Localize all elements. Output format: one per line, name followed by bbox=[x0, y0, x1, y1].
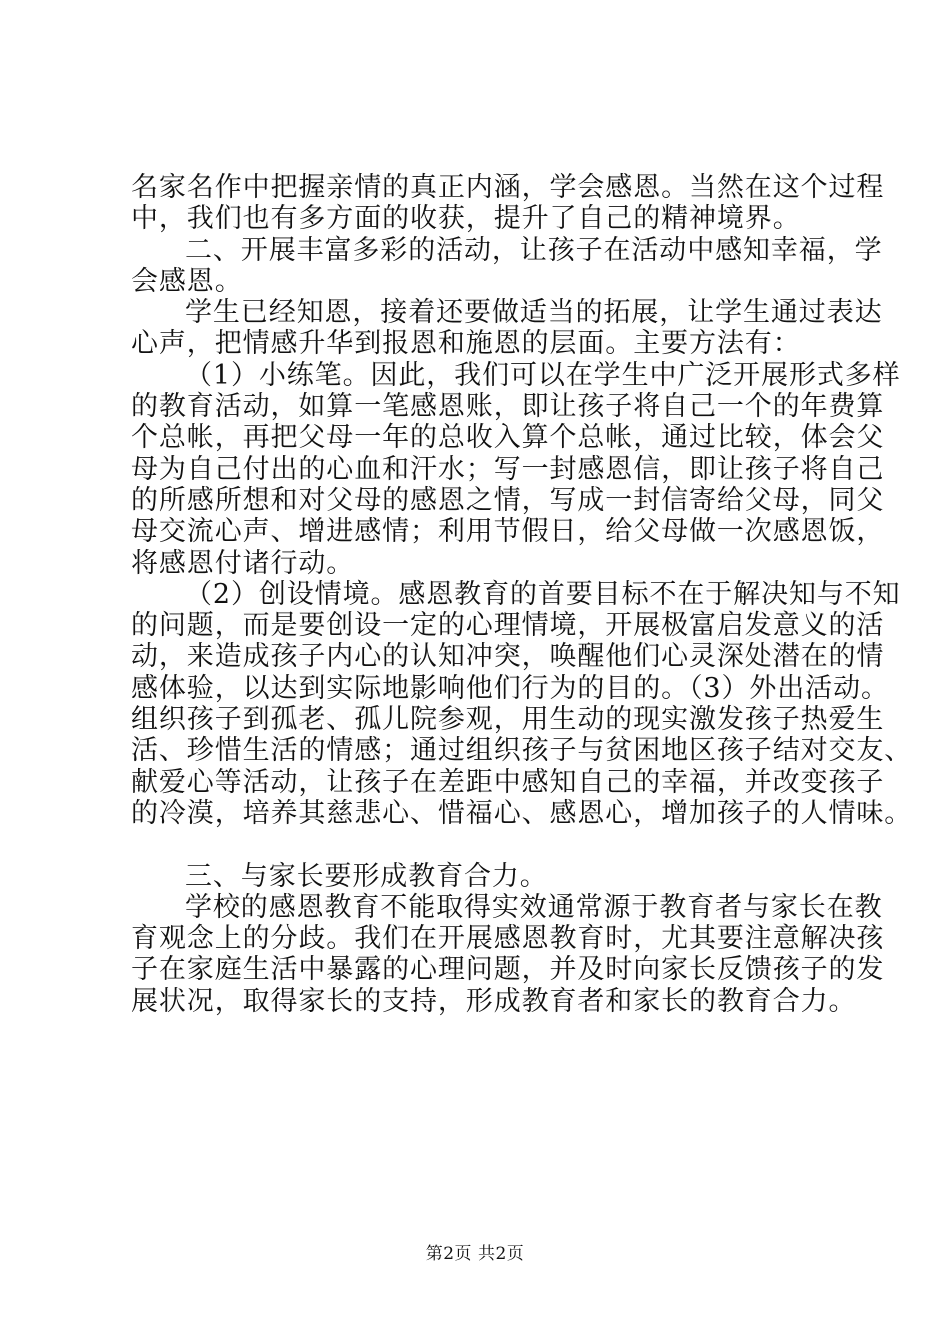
text-line: 的冷漠，培养其慈悲心、惜福心、感恩心，增加孩子的人情味。 bbox=[131, 797, 913, 829]
text-line: 中，我们也有多方面的收获，提升了自己的精神境界。 bbox=[131, 203, 801, 235]
text-line: 的问题，而是要创设一定的心理情境，开展极富启发意义的活 bbox=[131, 610, 885, 642]
paragraph-family bbox=[131, 891, 885, 1017]
text-line: 个总帐，再把父母一年的总收入算个总帐，通过比较，体会父 bbox=[131, 422, 885, 454]
paragraph-spacer bbox=[131, 829, 843, 860]
text-line: 学生已经知恩，接着还要做适当的拓展，让学生通过表达 bbox=[185, 297, 883, 329]
paragraph-item-2 bbox=[131, 578, 913, 829]
text-line: 子在家庭生活中暴露的心理问题，并及时向家长反馈孩子的发 bbox=[131, 954, 885, 986]
text-line: 三、与家长要形成教育合力。 bbox=[185, 860, 548, 892]
text-line: 母交流心声、增进感情；利用节假日，给父母做一次感恩饭， bbox=[131, 516, 885, 548]
text-line: 会感恩。 bbox=[131, 265, 243, 297]
text-line: 名家名作中把握亲情的真正内涵，学会感恩。当然在这个过程 bbox=[131, 172, 885, 203]
text-line: 母为自己付出的心血和汗水；写一封感恩信，即让孩子将自己 bbox=[131, 453, 885, 485]
text-line: 的所感所想和对父母的感恩之情，写成一封信寄给父母，同父 bbox=[131, 484, 885, 516]
paragraph-cont bbox=[131, 172, 885, 235]
text-line: 组织孩子到孤老、孤儿院参观，用生动的现实激发孩子热爱生 bbox=[131, 704, 885, 736]
paragraph-heading-3 bbox=[131, 861, 843, 892]
text-line: 育观念上的分歧。我们在开展感恩教育时，尤其要注意解决孩 bbox=[131, 923, 885, 955]
document-body bbox=[131, 172, 913, 1017]
text-line: 活、珍惜生活的情感；通过组织孩子与贫困地区孩子结对交友、 bbox=[131, 735, 913, 767]
text-line: （1）小练笔。因此，我们可以在学生中广泛开展形式多样 bbox=[185, 359, 901, 391]
paragraph-item-1 bbox=[131, 359, 901, 579]
text-line: 的教育活动，如算一笔感恩账，即让孩子将自己一个的年费算 bbox=[131, 391, 885, 423]
text-line: 将感恩付诸行动。 bbox=[131, 547, 355, 579]
text-line: 展状况，取得家长的支持，形成教育者和家长的教育合力。 bbox=[131, 985, 857, 1017]
text-line: 学校的感恩教育不能取得实效通常源于教育者与家长在教 bbox=[185, 891, 883, 923]
paragraph-heading-2 bbox=[131, 234, 883, 298]
text-line: 二、开展丰富多彩的活动，让孩子在活动中感知幸福，学 bbox=[185, 234, 883, 266]
text-line: 动，来造成孩子内心的认知冲突，唤醒他们心灵深处潜在的情 bbox=[131, 641, 885, 673]
page-footer: 第2页 共2页 bbox=[425, 1244, 525, 1264]
text-line: 感体验，以达到实际地影响他们行为的目的。（3）外出活动。 bbox=[131, 672, 889, 704]
text-line: （2）创设情境。感恩教育的首要目标不在于解决知与不知 bbox=[185, 578, 901, 610]
paragraph-methods bbox=[131, 297, 883, 360]
text-line: 献爱心等活动，让孩子在差距中感知自己的幸福，并改变孩子 bbox=[131, 766, 885, 798]
text-line: 心声，把情感升华到报恩和施恩的层面。主要方法有： bbox=[131, 328, 801, 360]
